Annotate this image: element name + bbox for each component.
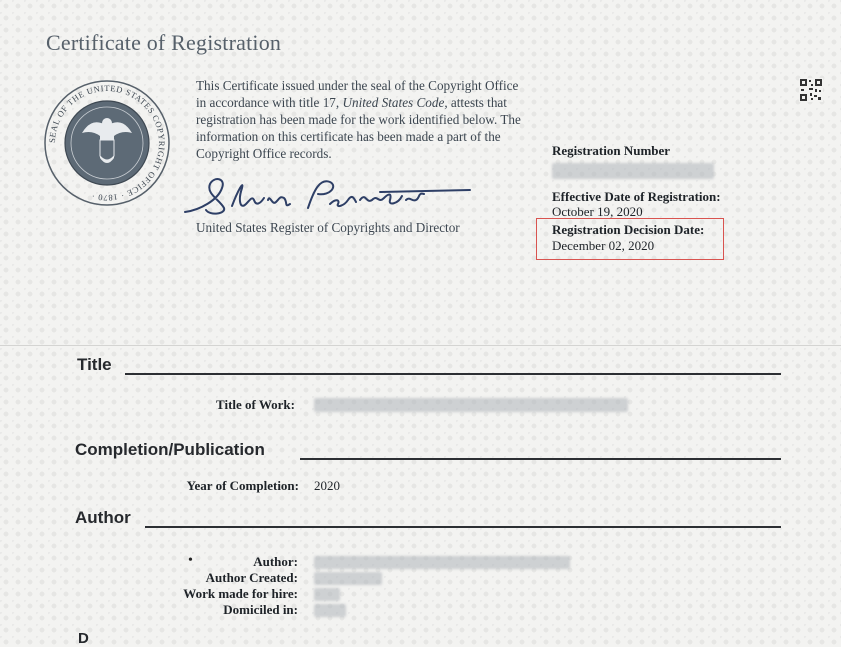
certificate-intro — [196, 77, 526, 162]
author-created-label: Author Created: — [205, 570, 298, 585]
register-caption: United States Register of Copyrights and Director — [196, 220, 460, 235]
title-of-work-redacted — [314, 398, 628, 412]
seal-text: SEAL OF THE UNITED STATES COPYRIGHT OFFICE · 1870 · — [46, 82, 168, 204]
title-of-work-label: Title of Work: — [216, 397, 295, 412]
domiciled-in-redacted — [314, 604, 346, 617]
work-for-hire-redacted — [314, 588, 340, 601]
author-created-redacted — [314, 572, 382, 585]
author-redacted — [314, 556, 570, 569]
year-of-completion-label: Year of Completion: — [186, 478, 299, 493]
register-signature — [180, 170, 480, 220]
intro-code: United States Code — [342, 95, 445, 110]
author-bullet: • — [188, 553, 193, 568]
completion-section-heading: Completion/Publication — [75, 440, 265, 459]
intro-text-1: This Certificate issued under the seal of the Copyright Office in accordance with title 17, — [196, 78, 519, 110]
certificate-title: Certificate of Registration — [46, 30, 282, 55]
qr-code-icon — [799, 78, 823, 102]
completion-section-rule — [300, 458, 781, 460]
year-of-completion-value: 2020 — [314, 478, 340, 493]
domiciled-in-label: Domiciled in: — [223, 602, 298, 617]
page-fold — [0, 345, 841, 346]
author-section-heading: Author — [75, 508, 131, 527]
registration-number-label: Registration Number — [552, 143, 671, 158]
intro-text-2: , attests that registration has been made for the work identified below. The information on this certificate has been made a part of the Copyright Office records. — [196, 95, 521, 161]
decision-date-value: December 02, 2020 — [552, 238, 655, 253]
registration-number-redacted — [552, 163, 714, 179]
copyright-office-seal-icon — [42, 78, 172, 208]
work-for-hire-label: Work made for hire: — [183, 586, 298, 601]
next-section-heading-partial: D — [78, 630, 89, 647]
effective-date-value: October 19, 2020 — [552, 204, 643, 219]
title-section-rule — [125, 373, 781, 375]
decision-date-label: Registration Decision Date: — [552, 222, 705, 237]
author-section-rule — [145, 526, 781, 528]
title-section-heading: Title — [77, 355, 112, 374]
author-label: Author: — [253, 554, 298, 569]
effective-date-label: Effective Date of Registration: — [552, 189, 721, 204]
